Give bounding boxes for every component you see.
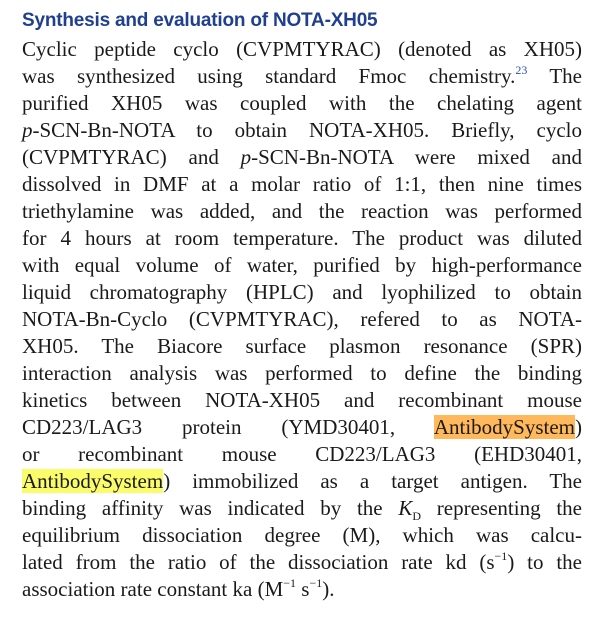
line-text: kinetics between NOTA-XH05 and recombinant mouse: [22, 388, 582, 412]
superscript: −1: [309, 576, 323, 590]
line-text: ): [575, 415, 582, 439]
paragraph-line-16: [22, 441, 582, 468]
paragraph-line-10: [22, 279, 582, 306]
paragraph-line-20: [22, 549, 582, 576]
line-text: purified XH05 was coupled with the chelating agent: [22, 91, 582, 115]
paragraph-line-18: [22, 495, 582, 522]
paragraph-line-9: [22, 252, 582, 279]
line-text: for 4 hours at room temperature. The product was diluted: [22, 226, 582, 250]
line-text: NOTA-Bn-Cyclo (CVPMTYRAC), refered to as NOTA-: [22, 307, 582, 331]
paragraph-line-7: [22, 198, 582, 225]
line-text: liquid chromatography (HPLC) and lyophilized to obtain: [22, 280, 582, 304]
line-text: lated from the ratio of the dissociation rate kd (s: [22, 550, 495, 574]
line-text: binding affinity was indicated by the: [22, 496, 399, 520]
line-text: -SCN-Bn-NOTA were mixed and: [251, 145, 582, 169]
line-text: -SCN-Bn-NOTA to obtain NOTA-XH05. Briefly, cyclo: [32, 118, 582, 142]
line-text: equilibrium dissociation degree (M), which was calcu-: [22, 523, 582, 547]
italic-prefix: p: [240, 145, 252, 169]
line-text: with equal volume of water, purified by high-performance: [22, 253, 582, 277]
highlighted-text[interactable]: AntibodySystem: [22, 469, 164, 493]
paragraph-line-19: [22, 522, 582, 549]
paragraph-line-1: [22, 36, 582, 63]
paragraph-line-4: [22, 117, 582, 144]
kd-symbol: K: [398, 496, 413, 520]
paragraph-line-12: [22, 333, 582, 360]
line-text: Cyclic peptide cyclo (CVPMTYRAC) (denoted as XH05): [22, 37, 582, 61]
line-text: association rate constant ka (M: [22, 577, 284, 601]
line-text: ) immobilized as a target antigen. The: [163, 469, 582, 493]
paragraph-line-15: [22, 414, 582, 441]
line-text: ) to the: [507, 550, 582, 574]
line-text: interaction analysis was performed to define the binding: [22, 361, 582, 385]
line-text: was synthesized using standard Fmoc chemistry.: [22, 64, 516, 88]
paragraph-line-17: [22, 468, 582, 495]
line-text: (CVPMTYRAC) and: [22, 145, 241, 169]
paragraph-line-5: [22, 144, 582, 171]
line-text: The: [527, 64, 582, 88]
line-text: ).: [322, 577, 335, 601]
paragraph-line-6: [22, 171, 582, 198]
paragraph-line-2: [22, 63, 582, 90]
line-text: s: [296, 577, 310, 601]
document-page: [22, 8, 582, 603]
paragraph-line-8: [22, 225, 582, 252]
line-text: dissolved in DMF at a molar ratio of 1:1, then nine times: [22, 172, 582, 196]
line-text: XH05. The Biacore surface plasmon resonance (SPR): [22, 334, 582, 358]
line-text: triethylamine was added, and the reaction was performed: [22, 199, 582, 223]
reference-link[interactable]: 23: [515, 63, 528, 77]
paragraph-line-13: [22, 360, 582, 387]
superscript: −1: [494, 549, 508, 563]
kd-subscript: D: [412, 509, 422, 523]
line-text: CD223/LAG3 protein (YMD30401,: [22, 415, 434, 439]
italic-prefix: p: [22, 118, 33, 142]
line-text: representing the: [421, 496, 582, 520]
paragraph-line-3: [22, 90, 582, 117]
line-text: or recombinant mouse CD223/LAG3 (EHD30401,: [22, 442, 582, 466]
paragraph-line-11: [22, 306, 582, 333]
paragraph-line-14: [22, 387, 582, 414]
section-heading: Synthesis and evaluation of NOTA-XH05: [22, 10, 378, 31]
superscript: −1: [283, 576, 297, 590]
highlighted-text[interactable]: AntibodySystem: [433, 415, 575, 439]
paragraph-line-21: [22, 576, 582, 603]
